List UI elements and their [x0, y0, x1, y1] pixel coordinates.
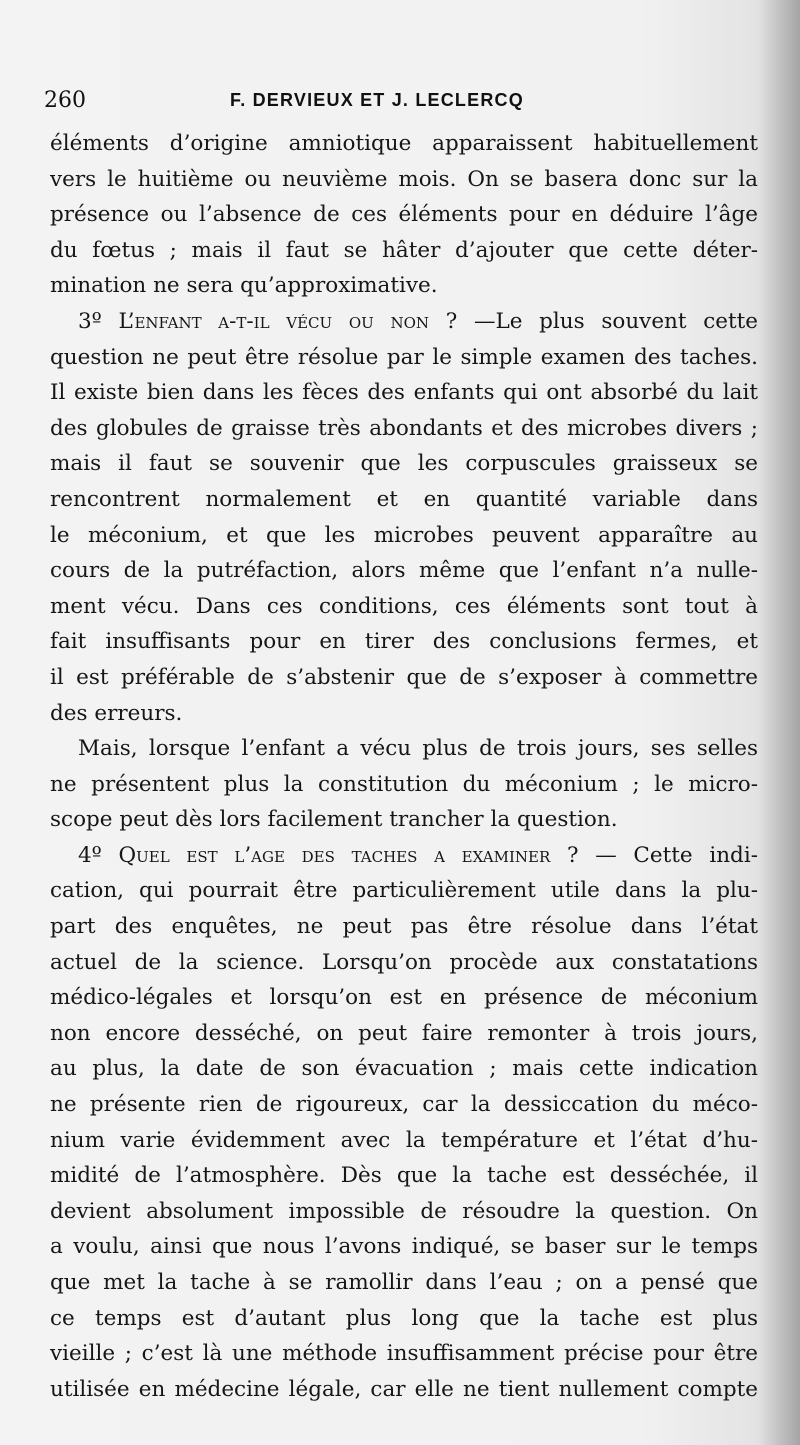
page-header	[44, 88, 764, 118]
section-heading-line	[50, 838, 758, 874]
text-line: non encore desséché, on peut faire remonter à trois jours,	[50, 1020, 758, 1046]
text-line: fait insuffisants pour en tirer des conclusions fermes, et	[50, 629, 758, 655]
text-line: cation, qui pourrait être particulièrement utile dans la plu-	[50, 878, 758, 904]
section-heading: Quel est l’age des taches a examiner ?	[118, 842, 579, 868]
running-head: F. DERVIEUX ET J. LECLERCQ	[230, 90, 524, 110]
text-line: du fœtus ; mais il faut se hâter d’ajouter que cette déter-	[50, 237, 758, 263]
page-number: 260	[44, 88, 86, 113]
text-fragment: — Cette indi-	[595, 842, 758, 868]
text-line: utilisée en médecine légale, car elle ne tient nullement compte	[50, 1376, 758, 1402]
text-line: présence ou l’absence de ces éléments pour en déduire l’âge	[50, 202, 758, 228]
text-line: Mais, lorsque l’enfant a vécu plus de trois jours, ses selles	[78, 736, 758, 762]
section-number: 4º	[78, 842, 102, 868]
page-edge-shadow	[760, 0, 800, 1445]
text-line: cours de la putréfaction, alors même que l’enfant n’a nulle-	[50, 558, 758, 584]
text-line: éléments d’origine amniotique apparaissent habituellement	[50, 131, 758, 156]
text-line: vieille ; c’est là une méthode insuffisamment précise pour être	[50, 1341, 758, 1367]
text-line: mais il faut se souvenir que les corpuscules graisseux se	[50, 451, 758, 477]
text-line: Il existe bien dans les fèces des enfants qui ont absorbé du lait	[50, 380, 758, 406]
text-line: des globules de graisse très abondants et des microbes divers ;	[50, 415, 758, 441]
body-text	[50, 126, 758, 1407]
text-line: actuel de la science. Lorsqu’on procède aux constatations	[50, 949, 758, 975]
text-line: question ne peut être résolue par le simple examen des taches.	[50, 344, 758, 370]
paragraph-2	[50, 304, 758, 731]
text-line: vers le huitième ou neuvième mois. On se basera donc sur la	[50, 166, 758, 192]
text-line: mination ne sera qu’approximative.	[50, 273, 438, 299]
text-line: au plus, la date de son évacuation ; mais cette indication	[50, 1056, 758, 1082]
text-line: le méconium, et que les microbes peuvent apparaître au	[50, 522, 758, 548]
text-line: scope peut dès lors facilement trancher la question.	[50, 807, 618, 833]
text-line: rencontrent normalement et en quantité variable dans	[50, 486, 758, 512]
paragraph-3	[50, 731, 758, 838]
section-heading-line	[50, 304, 758, 340]
section-heading: L’enfant a-t-il vécu ou non ?	[118, 308, 458, 334]
text-line: midité de l’atmosphère. Dès que la tache est desséchée, il	[50, 1163, 758, 1189]
text-line: que met la tache à se ramollir dans l’eau ; on a pensé que	[50, 1270, 758, 1295]
text-line: ne présente rien de rigoureux, car la dessiccation du méco-	[50, 1092, 758, 1118]
section-number: 3º	[78, 308, 102, 334]
text-line: ne présentent plus la constitution du méconium ; le micro-	[50, 771, 758, 797]
text-line: médico-légales et lorsqu’on est en présence de méconium	[50, 985, 758, 1011]
text-line: des erreurs.	[50, 700, 183, 726]
paragraph-4	[50, 838, 758, 1408]
text-line: il est préférable de s’abstenir que de s’exposer à commettre	[50, 664, 758, 690]
paragraph-1	[50, 126, 758, 304]
text-fragment: —Le plus souvent cette	[473, 308, 758, 334]
text-line: nium varie évidemment avec la température et l’état d’hu-	[50, 1127, 758, 1153]
text-line: devient absolument impossible de résoudre la question. On	[50, 1198, 758, 1224]
text-line: part des enquêtes, ne peut pas être résolue dans l’état	[50, 914, 758, 940]
text-line: ment vécu. Dans ces conditions, ces éléments sont tout à	[50, 593, 758, 619]
text-line: a voulu, ainsi que nous l’avons indiqué, se baser sur le temps	[50, 1234, 758, 1260]
text-line: ce temps est d’autant plus long que la tache est plus	[50, 1305, 758, 1331]
